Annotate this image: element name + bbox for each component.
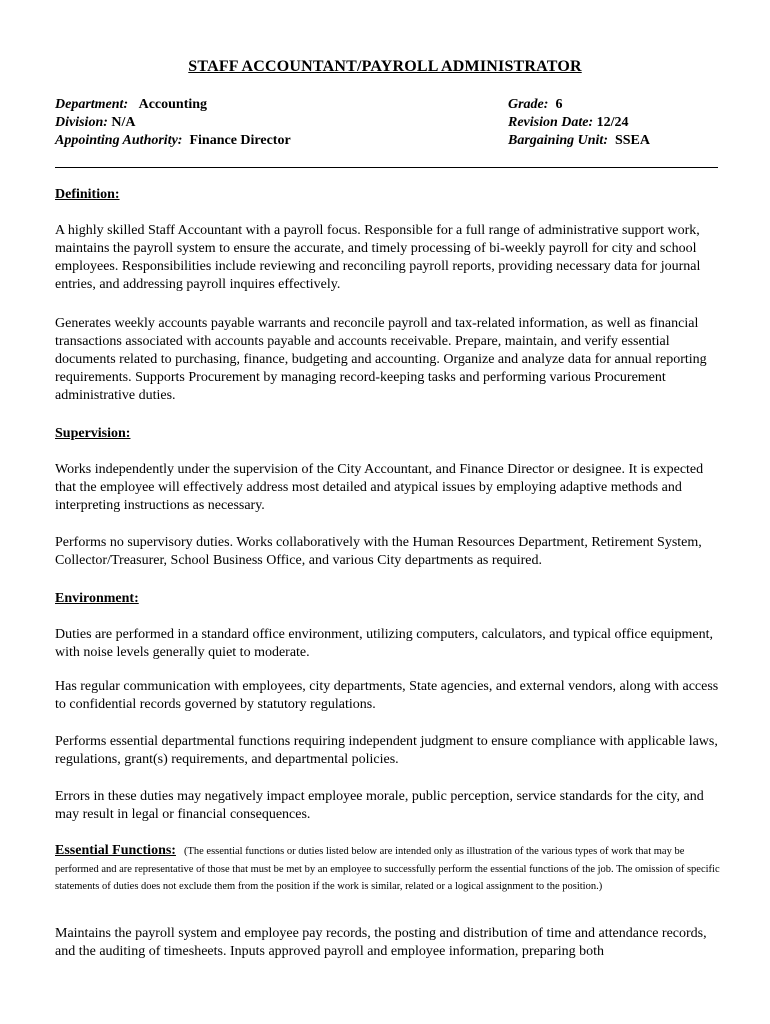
header-left [55,96,291,150]
essential-paragraph-1: Maintains the payroll system and employee pay records, the posting and distribution of time and attendance records, and the auditing of timesheets. Inputs approved payroll and employee information, preparing both [55,926,707,959]
environment-paragraph-4: Errors in these duties may negatively impact employee morale, public perception, service standards for the city, and may result in legal or financial consequences. [55,789,704,822]
appointing-line [55,132,291,150]
header-divider [55,167,718,168]
department-line [55,96,291,114]
document-title: STAFF ACCOUNTANT/PAYROLL ADMINISTRATOR [188,58,582,75]
supervision-heading: Supervision: [55,426,131,441]
appointing-value: Finance Director [189,133,291,148]
environment-paragraph-2: Has regular communication with employees, city departments, State agencies, and external vendors, along with access to confidential records governed by statutory regulations. [55,679,719,712]
grade-line [508,96,650,114]
definition-paragraph-1: A highly skilled Staff Accountant with a payroll focus. Responsible for a full range of administrative support work, maintains the payroll system to ensure the accurate, and timely processing of bi-weekly payroll for city and school employees. Responsibilities include reviewing and reconciling payroll reports, providing necessary data for journal entries, and addressing payroll inquires effectively. [55,223,701,292]
environment-paragraph-3: Performs essential departmental functions requiring independent judgment to ensure compliance with applicable laws, regulations, grant(s) requirements, and departmental policies. [55,734,718,767]
revision-label: Revision Date: [508,115,594,130]
grade-label: Grade: [508,97,549,112]
essential-functions-block [55,842,727,896]
division-value: N/A [111,115,136,130]
division-label: Division: [55,115,108,130]
division-line [55,114,291,132]
bargaining-label: Bargaining Unit: [508,133,608,148]
essential-functions-note: (The essential functions or duties listed below are intended only as illustration of the various types of work that may be performed and are representative of those that must be met by an employee to successfully perform the essential functions of the job. The omission of specific statements of duties does not exclude them from the position if the work is similar, related or a logical assignment to the position.) [55,846,720,892]
environment-heading: Environment: [55,591,139,606]
header-right [508,96,650,150]
supervision-paragraph-1: Works independently under the supervision of the City Accountant, and Finance Director or designee. It is expected that the employee will effectively address most detailed and atypical issues by employing adaptive methods and interpreting instructions as necessary. [55,462,704,513]
appointing-label: Appointing Authority: [55,133,183,148]
definition-heading: Definition: [55,187,120,202]
environment-paragraph-1: Duties are performed in a standard office environment, utilizing computers, calculators, and typical office equipment, with noise levels generally quiet to moderate. [55,627,714,660]
essential-functions-heading: Essential Functions: [55,843,176,858]
department-value: Accounting [138,97,208,112]
definition-paragraph-2: Generates weekly accounts payable warrants and reconcile payroll and tax-related information, as well as financial transactions associated with accounts payable and accounts receivable. Prepare, maintain, and verify essential documents related to purchasing, finance, budgeting and accounting. Organize and analyze data for annual reporting requirements. Supports Procurement by managing record-keeping tasks and performing various Procurement administrative duties. [55,316,707,403]
grade-value: 6 [555,97,563,112]
department-label: Department: [55,97,129,112]
revision-line [508,114,650,132]
supervision-paragraph-2: Performs no supervisory duties. Works collaboratively with the Human Resources Department, Retirement System, Collector/Treasurer, School Business Office, and various City departments as required. [55,535,702,568]
bargaining-line [508,132,650,150]
bargaining-value: SSEA [614,133,651,148]
revision-value: 12/24 [596,115,629,130]
